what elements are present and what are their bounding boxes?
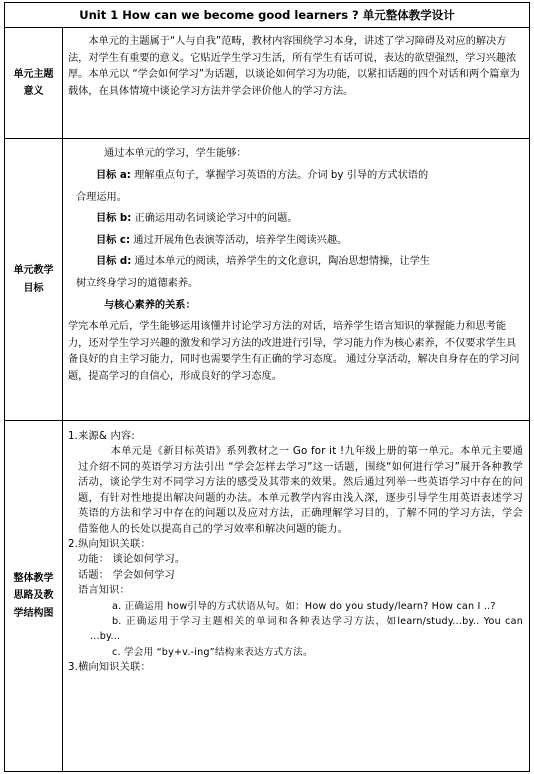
goal-d-cont: 树立终身学习的道德素养。 — [76, 277, 199, 289]
lang-item-a: a. 正确运用 how引导的方式状语从句。如：How do you study/learn? How can I ..? — [112, 600, 496, 612]
table-row — [5, 421, 530, 772]
function-line: 功能： 谈论如何学习。 — [78, 554, 186, 566]
unit-design-table — [4, 2, 530, 772]
table-row — [5, 139, 530, 421]
label-line: 目标 — [23, 282, 44, 294]
label-line: 单元主题 — [13, 68, 54, 80]
goal-a-text: 理解重点句子，掌握学习英语的方法。介词 by 引导的方式状语的 — [130, 169, 429, 181]
row-label-goals — [5, 139, 63, 421]
source-text: 本单元是《新目标英语》系列教材之一 Go for it !九年级上册的第一单元。本单元主要通过介绍不同的英语学习方法引出 “学会怎样去学习”这一话题，围绕“如何进行学习”展开各种教学活动，谈论学生对不同学习方法的感受及其带来的效果。然后通过列举一些英语学习中存在的问题，有针对性地提出解决问题的办法。本单元教学内容由浅入深，逐步引导学生用英语表述学习英语的方法和学习中存在的问题以及应对方法，正确理解学习目的，了解不同的学习方法，学会借鉴他人的长处以提高自己的学习效率和解决问题的能力。 — [78, 446, 523, 535]
core-heading: 与核心素养的关系： — [104, 299, 196, 311]
lang-item-b: b. 正确运用于学习主题相关的单词和各种表达学习方法，如learn/study...by.. You can ...by... — [90, 615, 523, 643]
vertical-heading: 2.纵向知识关联： — [68, 538, 151, 550]
goals-content — [63, 139, 530, 421]
goals-intro: 通过本单元的学习，学生能够： — [104, 148, 247, 160]
horizontal-heading: 3.横向知识关联： — [68, 662, 151, 674]
label-line: 整体教学 — [13, 572, 54, 584]
goal-c-label: 目标 c: — [96, 234, 131, 246]
table-title: Unit 1 How can we become good learners ? 单元整体教学设计 — [5, 3, 530, 28]
goal-b-label: 目标 b: — [96, 213, 132, 225]
goal-b-text: 正确运用动名词谈论学习中的问题。 — [131, 213, 298, 225]
goal-b — [68, 208, 523, 230]
lang-item-c: c. 学会用 “by+v.-ing”结构来表达方式方法。 — [112, 646, 313, 658]
row-label-structure — [5, 421, 63, 772]
row-label-theme — [5, 28, 63, 139]
goal-a-label: 目标 a: — [96, 169, 131, 181]
goal-d — [68, 251, 523, 273]
label-line: 思路及教 — [13, 590, 54, 602]
lang-heading: 语言知识： — [78, 585, 130, 597]
goal-c — [68, 230, 523, 252]
goal-d-label: 目标 d: — [96, 256, 132, 268]
label-line: 意义 — [23, 86, 44, 98]
table-row — [5, 28, 530, 139]
goal-d-text: 通过本单元的阅读，培养学生的文化意识，陶冶思想情操，让学生 — [131, 256, 430, 268]
theme-content — [63, 28, 530, 139]
label-line: 单元教学 — [13, 265, 54, 277]
theme-text: 本单元的主题属于“人与自我”范畴，教材内容围绕学习本身，讲述了学习障碍及对应的解决方法，对学生有重要的意义。它贴近学生学习生活，所有学生有话可说，表达的欲望强烈，学习兴趣浓厚。本单元以 “学会如何学习”为话题，以谈论如何学习为功能，以紧扣话题的四个对话和两个篇章为载体，在具体情境中谈论学习方法并学会评价他人的学习方法。 — [68, 36, 520, 97]
source-heading: 1.来源& 内容: — [68, 431, 135, 443]
label-line: 学结构图 — [13, 607, 54, 619]
goal-c-text: 通过开展角色表演等活动，培养学生阅读兴趣。 — [130, 234, 348, 246]
goal-a-cont: 合理运用。 — [76, 191, 127, 203]
goal-a — [68, 165, 523, 187]
core-text: 学完本单元后，学生能够运用该懂并讨论学习方法的对话，培养学生语言知识的掌握能力和思考能力，还对学生学习兴趣的激发和学习方法的改进进行引导，学习能力作为核心素养，不仅要求学生具备良好的自主学习能力，同时也需要学生有正确的学习态度。 通过分享活动，解决自身存在的学习问题，提高学习的自信心，形成良好的学习态度。 — [68, 321, 520, 382]
topic-line: 话题： 学会如何学习 — [78, 569, 175, 581]
structure-content — [63, 421, 530, 772]
